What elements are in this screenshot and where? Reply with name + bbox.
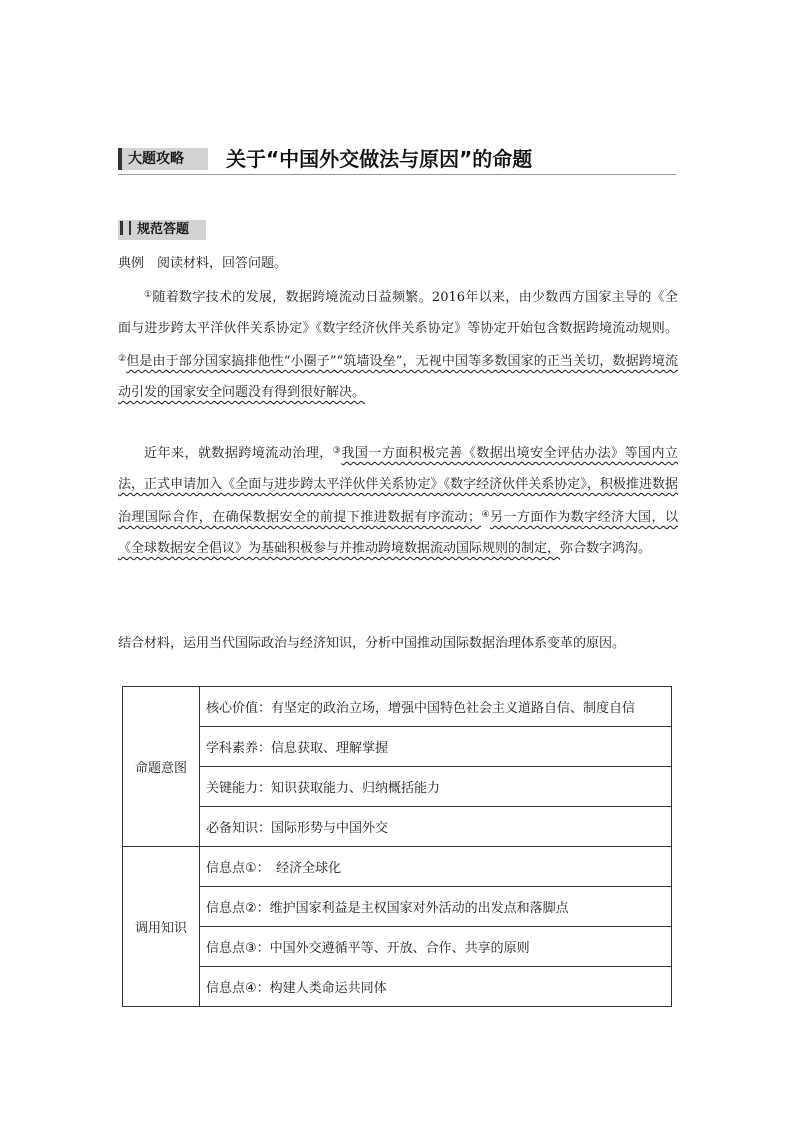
heading-row <box>118 146 676 175</box>
section-tag <box>118 220 206 240</box>
example-intro: 典例 阅读材料，回答问题。 <box>118 256 288 271</box>
category-cell: 调用知识 <box>123 847 200 1007</box>
table-row <box>123 767 672 807</box>
section-bar-icon <box>120 221 131 235</box>
table-row <box>123 727 672 767</box>
table-cell: 信息点④：构建人类命运共同体 <box>200 967 672 1007</box>
table-row <box>123 847 672 887</box>
material-paragraph-1 <box>118 280 678 408</box>
material-sentence-2: 但是由于部分国家搞排他性“小圈子”“筑墙设垒”，无视中国等多数国家的正当关切，数据跨境流动引发的国家安全问题没有得到很好解决。 <box>118 354 678 400</box>
marker-1: ① <box>144 290 153 300</box>
table-cell: 信息点③：中国外交遵循平等、开放、合作、共享的原则 <box>200 927 672 967</box>
table-cell: 核心价值：有坚定的政治立场，增强中国特色社会主义道路自信、制度自信 <box>200 687 672 727</box>
table-cell: 学科素养：信息获取、理解掌握 <box>200 727 672 767</box>
question-text: 结合材料，运用当代国际政治与经济知识，分析中国推动国际数据治理体系变革的原因。 <box>118 636 626 651</box>
table-cell: 必备知识：国际形势与中国外交 <box>200 807 672 847</box>
table-cell: 关键能力：知识获取能力、归纳概括能力 <box>200 767 672 807</box>
table-cell: 信息点①： 经济全球化 <box>200 847 672 887</box>
category-cell: 命题意图 <box>123 687 200 847</box>
table-row <box>123 887 672 927</box>
table-cell: 信息点②：维护国家利益是主权国家对外活动的出发点和落脚点 <box>200 887 672 927</box>
table-row <box>123 807 672 847</box>
analysis-table <box>122 686 672 1007</box>
marker-4: ④ <box>480 510 490 520</box>
page-title: 关于“中国外交做法与原因”的命题 <box>226 147 533 171</box>
section-tag-label: 规范答题 <box>137 222 190 237</box>
marker-3: ③ <box>332 446 342 456</box>
material-sentence-1: 随着数字技术的发展，数据跨境流动日益频繁。2016年以来，由少数西方国家主导的《全面与进步跨太平洋伙伴关系协定》《数字经济伙伴关系协定》等协定开始包含数据跨境流动规则。 <box>118 290 678 336</box>
heading-tag: 大题攻略 <box>118 148 208 170</box>
table-row <box>123 927 672 967</box>
material-sentence-5: 弥合数字鸿沟。 <box>560 541 652 556</box>
material-sentence-0: 近年来，就数据跨境流动治理， <box>144 446 333 461</box>
material-paragraph-2 <box>118 436 678 564</box>
material-sentence-4: 另一方面作为数字经济大国，以《全球数据安全倡议》为基础积极参与并推动跨境数据流动国际规则的制定， <box>118 510 678 556</box>
material-sentence-3: 我国一方面积极完善《数据出境安全评估办法》等国内立法，正式申请加入《全面与进步跨太平洋伙伴关系协定》《数字经济伙伴关系协定》，积极推进数据治理国际合作，在确保数据安全的前提下推进数据有序流动； <box>118 446 678 525</box>
marker-2: ② <box>118 354 127 364</box>
table-row <box>123 967 672 1007</box>
table-row <box>123 687 672 727</box>
